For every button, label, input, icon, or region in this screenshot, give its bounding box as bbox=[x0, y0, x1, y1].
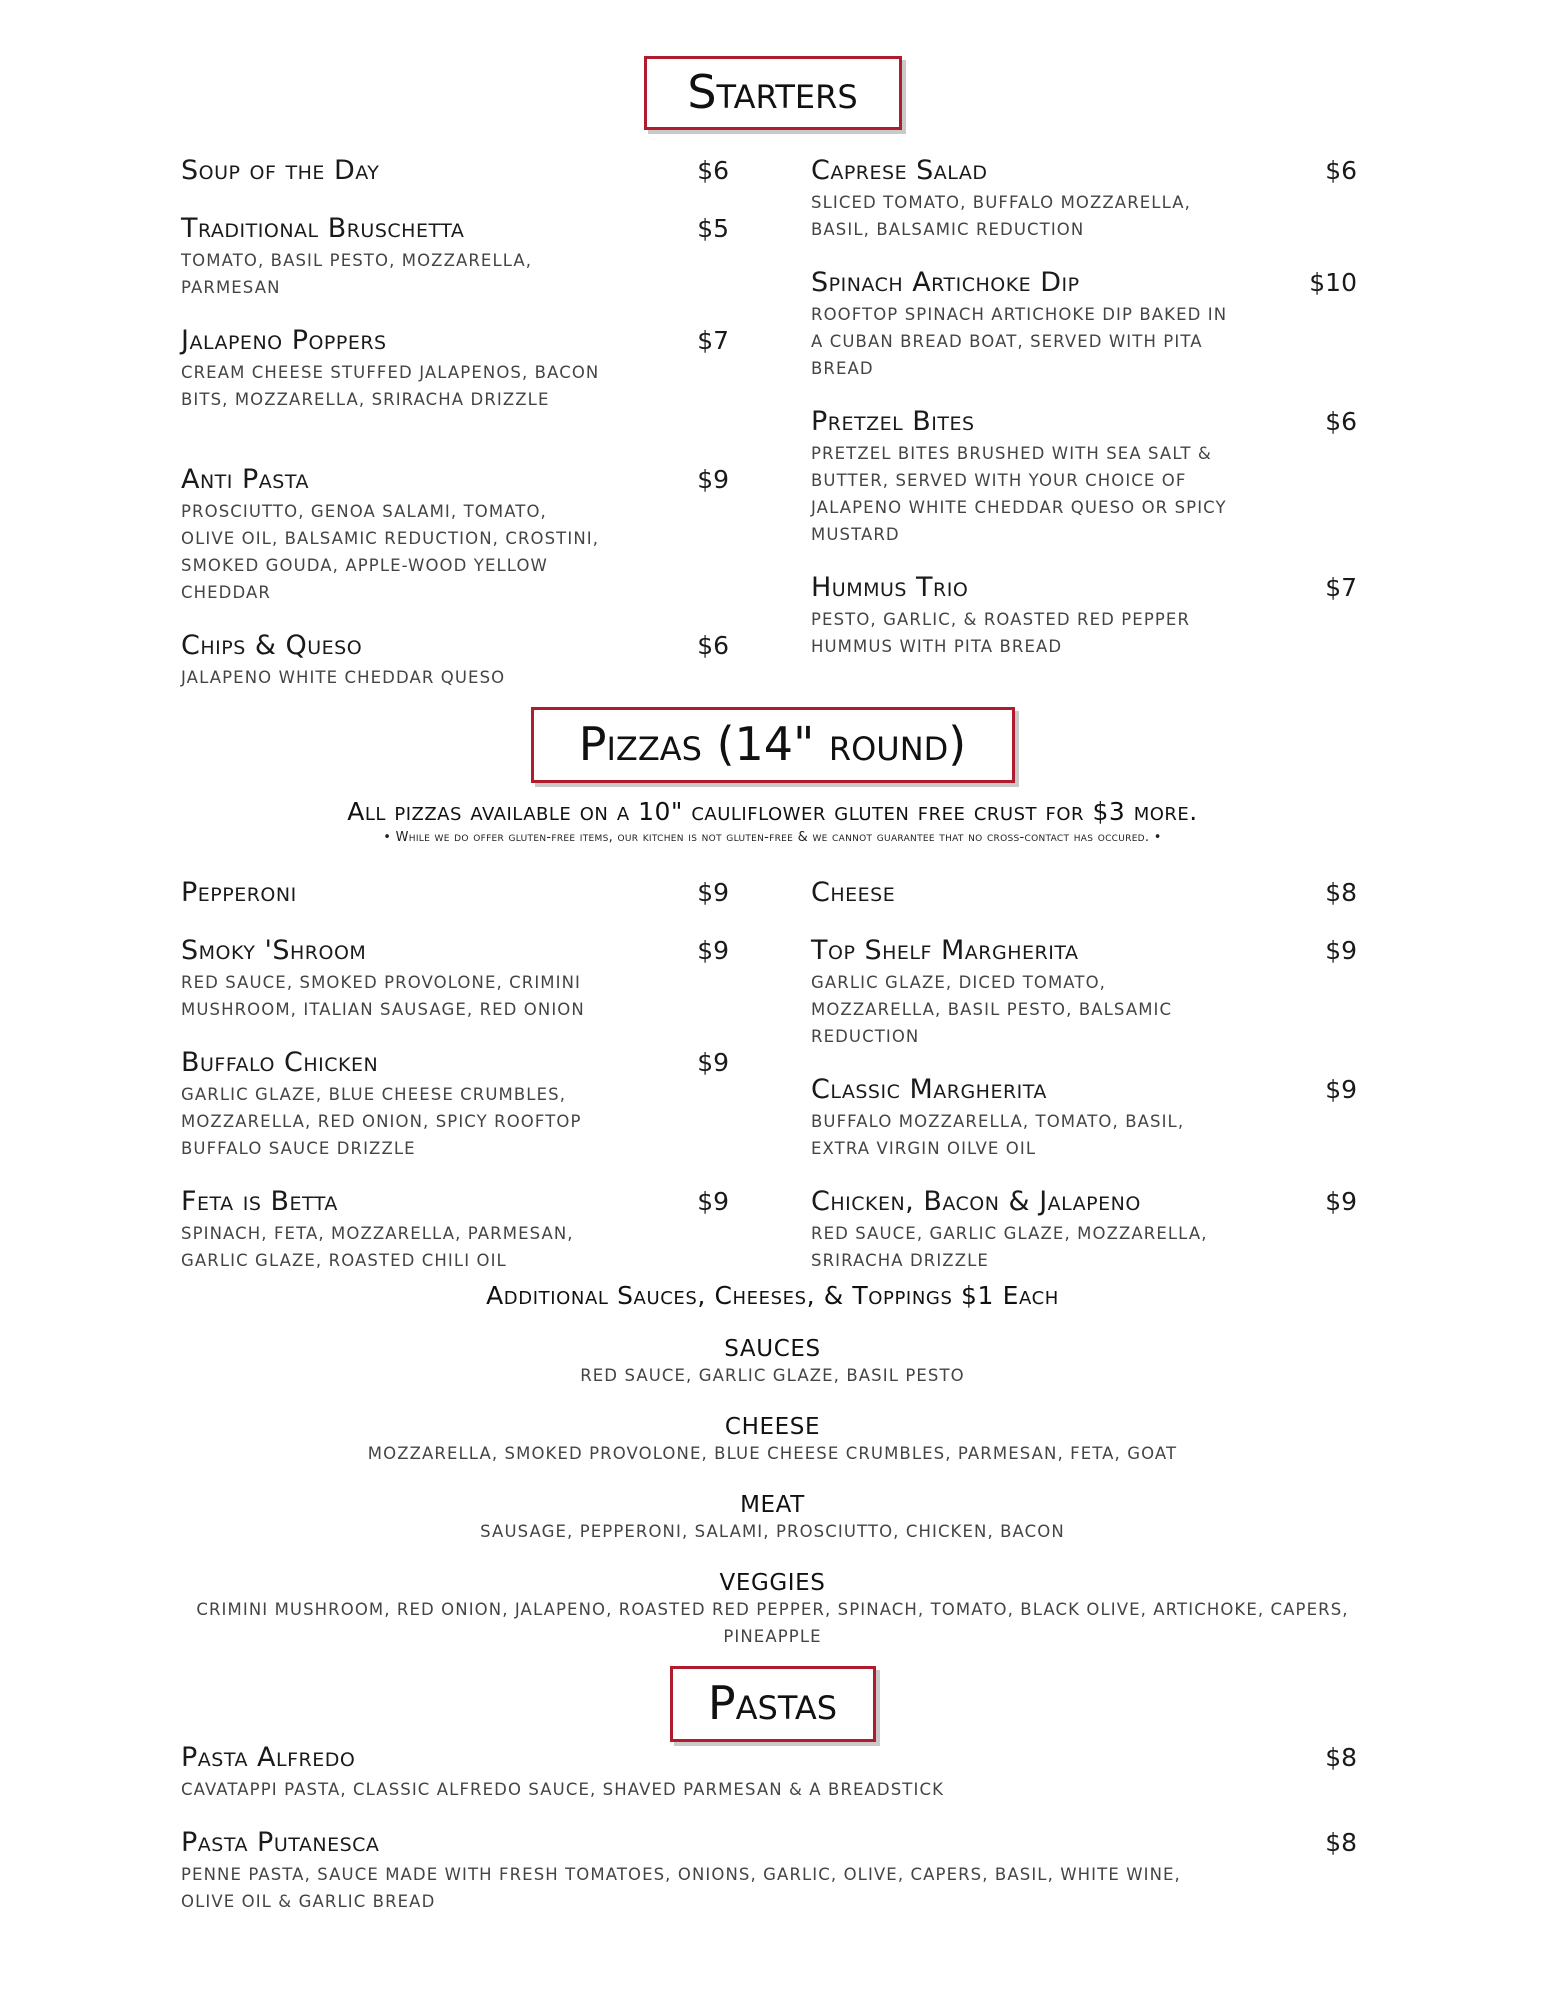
item-description: SLICED TOMATO, BUFFALO MOZZARELLA, BASIL, BALSAMIC REDUCTION bbox=[811, 193, 1191, 239]
menu-item bbox=[181, 933, 729, 1045]
item-name: Spinach Artichoke Dip bbox=[811, 267, 1080, 298]
starters-title: Starters bbox=[644, 56, 902, 130]
pastas-column bbox=[181, 1740, 1357, 1915]
menu-item bbox=[811, 1184, 1357, 1274]
item-name: Classic Margherita bbox=[811, 1074, 1047, 1105]
menu-item bbox=[181, 1740, 1357, 1825]
gluten-disclaimer: • While we do offer gluten-free items, our kitchen is not gluten-free & we cannot guarantee that no cross-contact has occured. • bbox=[383, 830, 1162, 845]
item-price: $10 bbox=[1309, 268, 1357, 297]
item-price: $7 bbox=[1325, 573, 1357, 602]
item-description: BUFFALO MOZZARELLA, TOMATO, BASIL, EXTRA VIRGIN OILVE OIL bbox=[811, 1112, 1185, 1158]
item-price: $6 bbox=[697, 631, 729, 660]
menu-item bbox=[181, 1045, 729, 1184]
starters-right-column bbox=[811, 153, 1357, 660]
item-description: CREAM CHEESE STUFFED JALAPENOS, BACON BITS, MOZZARELLA, SRIRACHA DRIZZLE bbox=[181, 363, 600, 409]
pizzas-title: Pizzas (14" round) bbox=[531, 707, 1015, 783]
item-price: $9 bbox=[1325, 936, 1357, 965]
item-name: Traditional Bruschetta bbox=[181, 213, 465, 244]
item-description: JALAPENO WHITE CHEDDAR QUESO bbox=[181, 668, 506, 687]
item-name: Chicken, Bacon & Jalapeno bbox=[811, 1186, 1141, 1217]
item-description: TOMATO, BASIL PESTO, MOZZARELLA, PARMESAN bbox=[181, 251, 533, 297]
topping-group-label: MEAT bbox=[740, 1492, 805, 1518]
item-description: RED SAUCE, GARLIC GLAZE, MOZZARELLA, SRIRACHA DRIZZLE bbox=[811, 1224, 1208, 1270]
item-description: PESTO, GARLIC, & ROASTED RED PEPPER HUMMUS WITH PITA BREAD bbox=[811, 610, 1191, 656]
topping-group-cheese bbox=[0, 1414, 1545, 1467]
item-name: Feta is Betta bbox=[181, 1186, 338, 1217]
item-name: Cheese bbox=[811, 877, 896, 908]
item-price: $9 bbox=[697, 465, 729, 494]
pizzas-left-column bbox=[181, 875, 729, 1274]
topping-group-veggies bbox=[0, 1570, 1545, 1650]
item-price: $9 bbox=[697, 1187, 729, 1216]
topping-group-label: SAUCES bbox=[724, 1336, 821, 1362]
item-description: CAVATAPPI PASTA, CLASSIC ALFREDO SAUCE, SHAVED PARMESAN & A BREADSTICK bbox=[181, 1780, 944, 1799]
item-name: Chips & Queso bbox=[181, 630, 363, 661]
item-name: Anti Pasta bbox=[181, 464, 309, 495]
topping-group-list: SAUSAGE, PEPPERONI, SALAMI, PROSCIUTTO, CHICKEN, BACON bbox=[480, 1522, 1065, 1541]
topping-group-sauces bbox=[0, 1336, 1545, 1389]
item-description: GARLIC GLAZE, BLUE CHEESE CRUMBLES, MOZZARELLA, RED ONION, SPICY ROOFTOP BUFFALO SAUCE DRIZZLE bbox=[181, 1085, 582, 1158]
gluten-free-note: All pizzas available on a 10" cauliflower gluten free crust for $3 more. bbox=[347, 797, 1198, 826]
item-price: $6 bbox=[697, 156, 729, 185]
item-price: $9 bbox=[697, 936, 729, 965]
topping-group-list: MOZZARELLA, SMOKED PROVOLONE, BLUE CHEESE CRUMBLES, PARMESAN, FETA, GOAT bbox=[367, 1444, 1178, 1463]
item-description: RED SAUCE, SMOKED PROVOLONE, CRIMINI MUSHROOM, ITALIAN SAUSAGE, RED ONION bbox=[181, 973, 585, 1019]
item-name: Soup of the Day bbox=[181, 155, 380, 186]
menu-item bbox=[181, 875, 729, 933]
menu-item bbox=[811, 153, 1357, 265]
item-name: Pasta Putanesca bbox=[181, 1827, 380, 1858]
item-price: $9 bbox=[697, 878, 729, 907]
menu-item bbox=[181, 323, 729, 462]
additional-toppings-heading: Additional Sauces, Cheeses, & Toppings $1 Each bbox=[486, 1281, 1059, 1310]
item-price: $8 bbox=[1325, 878, 1357, 907]
menu-item bbox=[811, 933, 1357, 1072]
topping-group-meat bbox=[0, 1492, 1545, 1545]
menu-item bbox=[181, 153, 729, 211]
menu-item bbox=[811, 265, 1357, 404]
item-name: Buffalo Chicken bbox=[181, 1047, 379, 1078]
item-name: Caprese Salad bbox=[811, 155, 988, 186]
item-price: $8 bbox=[1325, 1828, 1357, 1857]
item-description: ROOFTOP SPINACH ARTICHOKE DIP BAKED IN A CUBAN BREAD BOAT, SERVED WITH PITA BREAD bbox=[811, 305, 1228, 378]
topping-group-list: RED SAUCE, GARLIC GLAZE, BASIL PESTO bbox=[580, 1366, 965, 1385]
pizzas-right-column bbox=[811, 875, 1357, 1274]
menu-item bbox=[181, 1825, 1357, 1915]
pastas-title: Pastas bbox=[670, 1666, 876, 1742]
item-description: SPINACH, FETA, MOZZARELLA, PARMESAN, GARLIC GLAZE, ROASTED CHILI OIL bbox=[181, 1224, 574, 1270]
item-price: $7 bbox=[697, 326, 729, 355]
starters-left-column bbox=[181, 153, 729, 692]
menu-item bbox=[181, 211, 729, 323]
item-name: Hummus Trio bbox=[811, 572, 969, 603]
item-price: $5 bbox=[697, 214, 729, 243]
topping-group-label: CHEESE bbox=[724, 1414, 821, 1440]
menu-item bbox=[811, 875, 1357, 933]
item-price: $9 bbox=[697, 1048, 729, 1077]
topping-group-list: CRIMINI MUSHROOM, RED ONION, JALAPENO, ROASTED RED PEPPER, SPINACH, TOMATO, BLACK OLIVE, ARTICHOKE, CAPERS, PINEAPPLE bbox=[196, 1600, 1349, 1646]
item-price: $9 bbox=[1325, 1187, 1357, 1216]
menu-item bbox=[181, 1184, 729, 1274]
item-name: Pasta Alfredo bbox=[181, 1742, 356, 1773]
menu-item bbox=[181, 628, 729, 692]
topping-group-label: VEGGIES bbox=[719, 1570, 826, 1596]
item-name: Pretzel Bites bbox=[811, 406, 975, 437]
item-description: PROSCIUTTO, GENOA SALAMI, TOMATO, OLIVE OIL, BALSAMIC REDUCTION, CROSTINI, SMOKED GOUDA, APPLE-WOOD YELLOW CHEDDAR bbox=[181, 502, 600, 602]
item-price: $6 bbox=[1325, 156, 1357, 185]
item-description: GARLIC GLAZE, DICED TOMATO, MOZZARELLA, BASIL PESTO, BALSAMIC REDUCTION bbox=[811, 973, 1173, 1046]
menu-item bbox=[181, 462, 729, 628]
item-price: $6 bbox=[1325, 407, 1357, 436]
item-name: Top Shelf Margherita bbox=[811, 935, 1079, 966]
item-price: $8 bbox=[1325, 1743, 1357, 1772]
item-description: PRETZEL BITES BRUSHED WITH SEA SALT & BUTTER, SERVED WITH YOUR CHOICE OF JALAPENO WHITE CHEDDAR QUESO OR SPICY MUSTARD bbox=[811, 444, 1227, 544]
menu-item bbox=[811, 570, 1357, 660]
item-name: Smoky 'Shroom bbox=[181, 935, 367, 966]
item-description: PENNE PASTA, SAUCE MADE WITH FRESH TOMATOES, ONIONS, GARLIC, OLIVE, CAPERS, BASIL, WHITE WINE, OLIVE OIL & GARLIC BREAD bbox=[181, 1865, 1181, 1911]
item-price: $9 bbox=[1325, 1075, 1357, 1104]
item-name: Jalapeno Poppers bbox=[181, 325, 387, 356]
menu-item bbox=[811, 404, 1357, 570]
menu-item bbox=[811, 1072, 1357, 1184]
item-name: Pepperoni bbox=[181, 877, 297, 908]
